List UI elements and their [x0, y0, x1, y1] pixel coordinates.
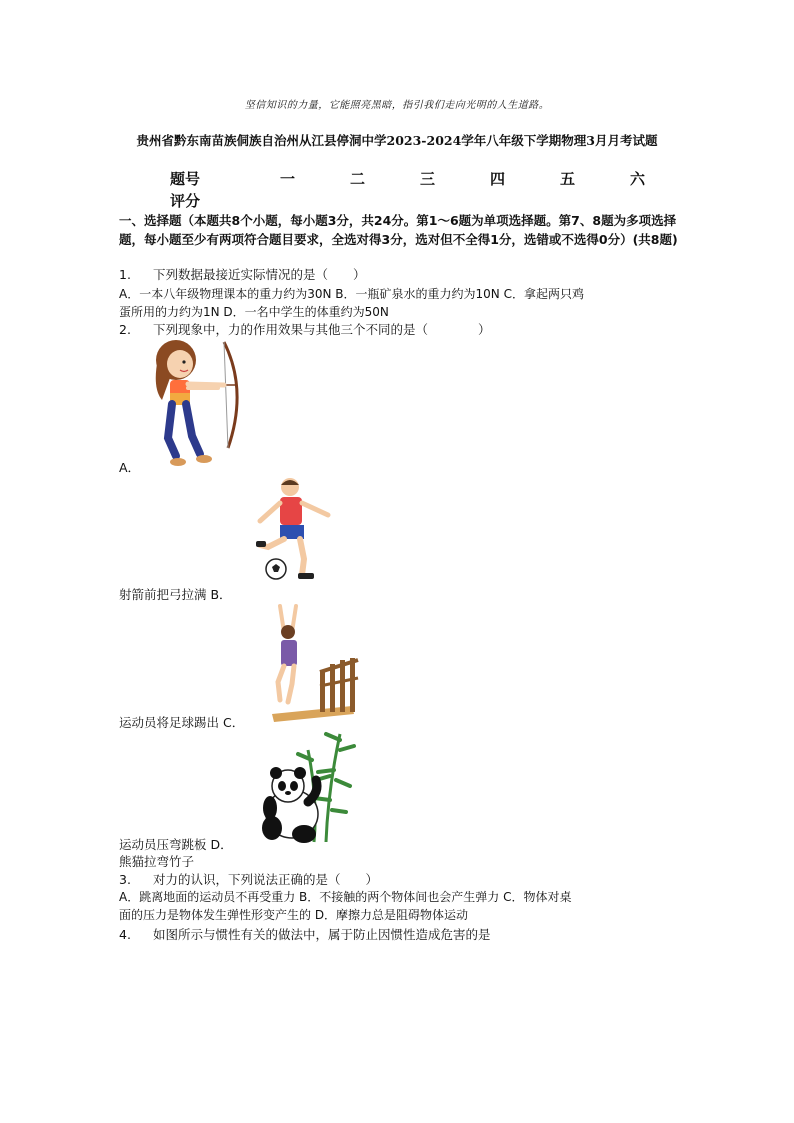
question-number: 4. [119, 927, 131, 942]
question-stem: 如图所示与惯性有关的做法中，属于防止因惯性造成危害的是 [153, 927, 491, 942]
question-stem: 对力的认识，下列说法正确的是（ ） [153, 872, 379, 887]
option-a-text-b-label: 射箭前把弓拉满 B． [119, 587, 232, 602]
score-table-header [170, 168, 690, 190]
q1-options-line-2: 蛋所用的力约为1N D．一名中学生的体重约为50N [119, 305, 389, 319]
score-col-2: 二 [350, 170, 366, 188]
score-col-6: 六 [630, 170, 646, 188]
score-col-5: 五 [560, 170, 576, 188]
panda-bamboo-image [256, 730, 356, 846]
section-heading: 一、选择题（本题共8个小题，每小题3分，共24分。第1～6题为单项选择题。第7、8题为多项选择题，每小题至少有两项符合题目要求，全选对得3分，选对但不全得1分，选错或不选得0分）(共8题) [119, 213, 678, 247]
soccer-player-image [254, 475, 334, 587]
option-a-label: A． [119, 460, 141, 475]
score-header-label: 题号 [170, 170, 201, 188]
question-stem: 下列数据最接近实际情况的是（ ） [153, 267, 366, 282]
q3-options-line-1: A．跳离地面的运动员不再受重力 B．不接触的两个物体间也会产生弹力 C．物体对桌 [119, 890, 572, 904]
question-2 [119, 321, 491, 339]
page-title: 贵州省黔东南苗族侗族自治州从江县停洞中学2023-2024学年八年级下学期物理3月月考试题 [136, 133, 658, 148]
motto-text: 坚信知识的力量，它能照亮黑暗，指引我们走向光明的人生道路。 [244, 100, 550, 111]
score-row-label: 评分 [170, 192, 201, 210]
question-1 [119, 266, 366, 284]
question-4 [119, 926, 491, 944]
score-col-3: 三 [420, 170, 436, 188]
question-number: 3. [119, 872, 131, 887]
question-stem: 下列现象中，力的作用效果与其他三个不同的是（ ） [153, 322, 491, 337]
q1-options-line-1: A．一本八年级物理课本的重力约为30N B．一瓶矿泉水的重力约为10N C．拿起两只鸡 [119, 287, 584, 301]
archer-girl-image [148, 338, 240, 468]
question-number: 2. [119, 322, 131, 337]
score-col-1: 一 [280, 170, 296, 188]
option-d-text: 熊猫拉弯竹子 [119, 854, 195, 869]
option-c-text-d-label: 运动员压弯跳板 D． [119, 837, 233, 852]
option-b-text-c-label: 运动员将足球踢出 C． [119, 715, 245, 730]
question-3 [119, 871, 378, 889]
score-col-4: 四 [490, 170, 506, 188]
q3-options-line-2: 面的压力是物体发生弹性形变产生的 D．摩擦力总是阻碍物体运动 [119, 908, 469, 922]
diver-springboard-image [262, 602, 360, 722]
question-number: 1. [119, 267, 131, 282]
